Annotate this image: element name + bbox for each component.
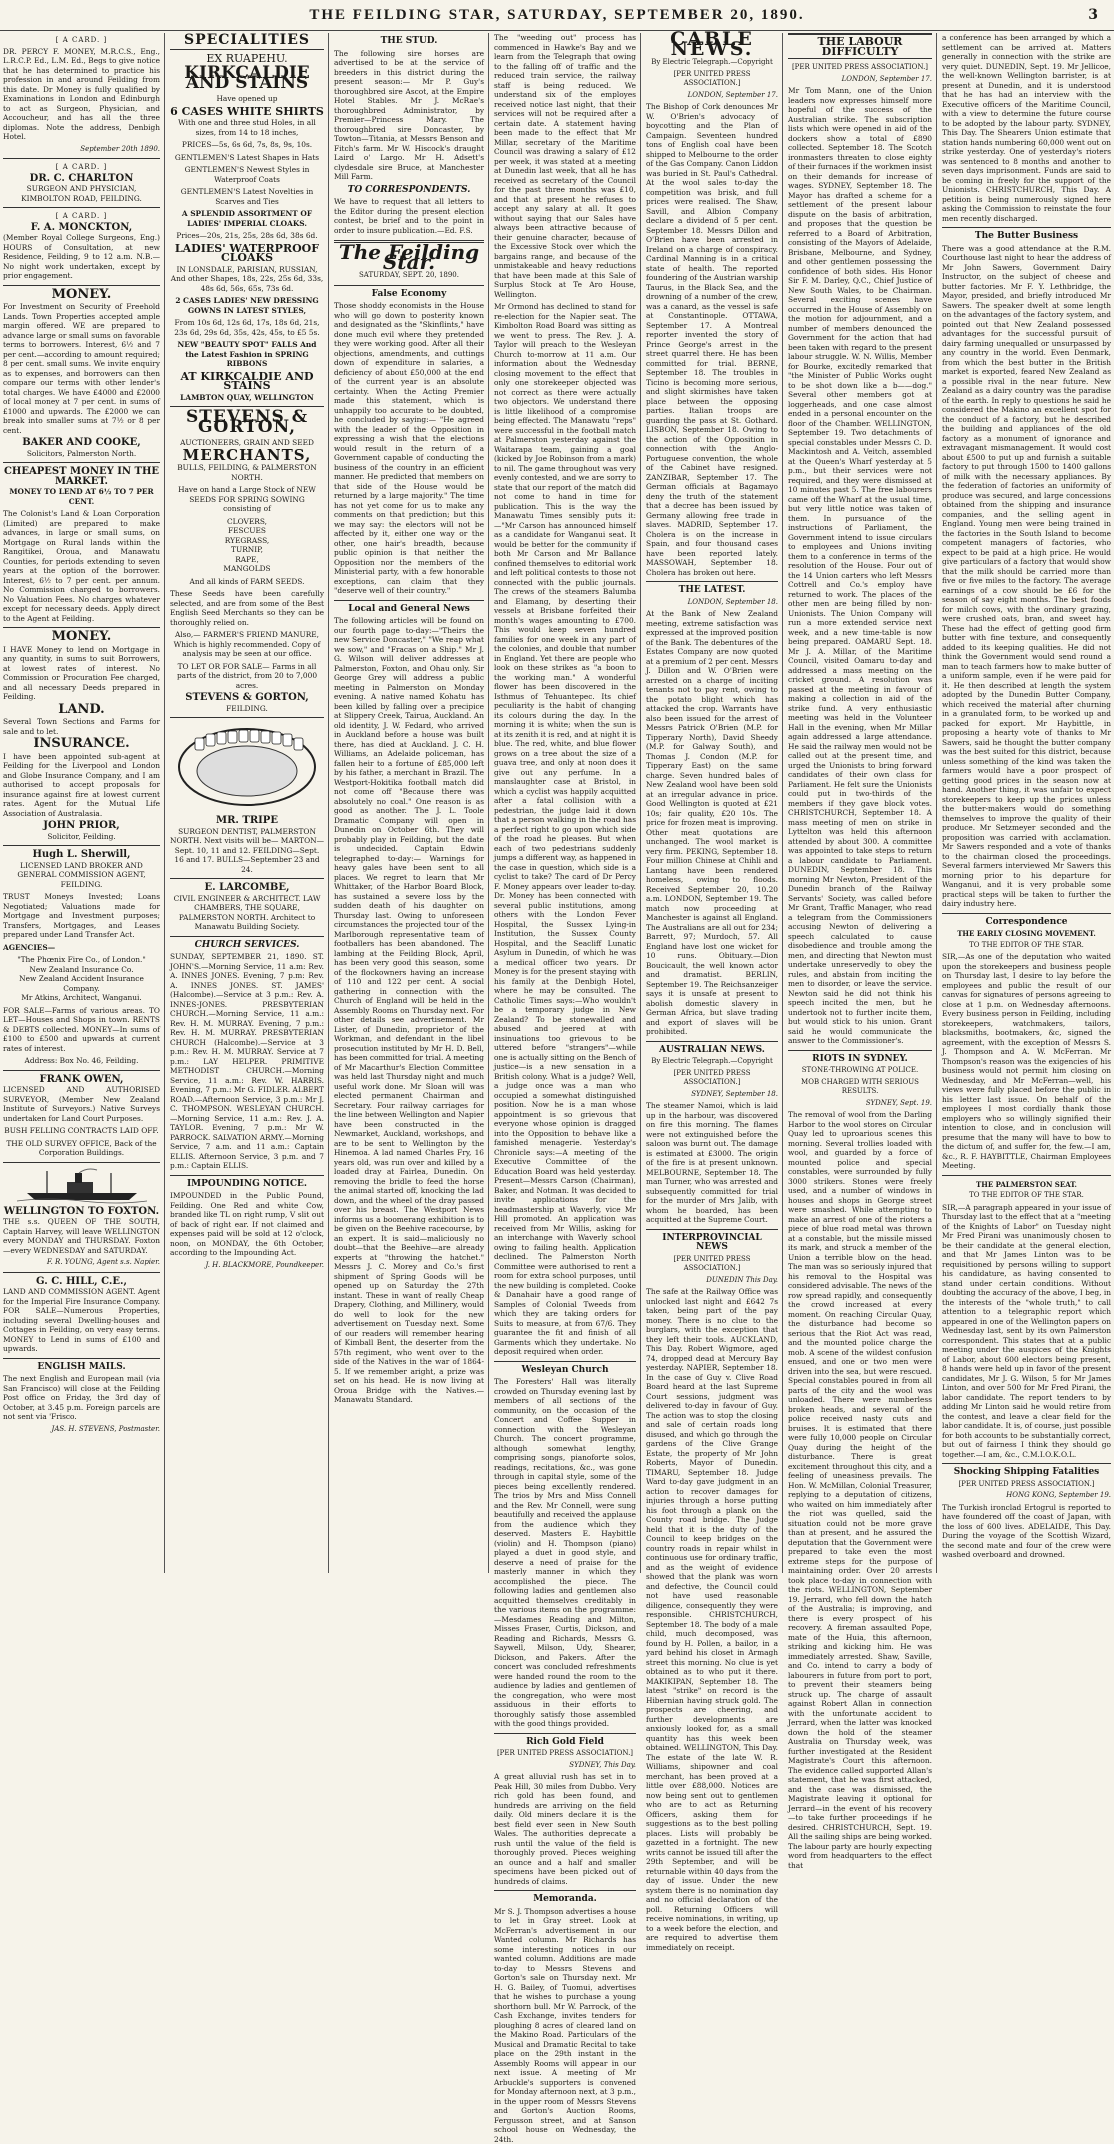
water-body: IN LONSDALE, PARISIAN, RUSSIAN, And other Shapes, 18s, 22s, 25s 6d, 33s, 48s 6d, 56s, 65s, 73s 6d. (170, 265, 324, 294)
australian-sub: [PER UNITED PRESS ASSOCIATION.] (646, 1069, 778, 1088)
stevens-footer-loc: FEILDING. (170, 704, 324, 714)
gold-field-date: SYDNEY, This Day. (494, 1761, 636, 1771)
kirk-opened: Have opened up (170, 94, 324, 104)
beauty-spot: NEW "BEAUTY SPOT" FALLS And the Latest Fashion in SPRING RIBBONS (170, 340, 324, 369)
shipping-body: The Turkish ironclad Ertogrul is reported to have foundered off the coast of Japan, with the loss of 600 lives. ADELAIDE, This Day. During the voyage of the Scottish Wizard, the second mate and four of the crew were washed overboard and drowned. (942, 1503, 1111, 1560)
gold-field-heading: Rich Gold Field (494, 1738, 636, 1748)
church-heading: CHURCH SERVICES. (170, 941, 324, 951)
cable-sub: [PER UNITED PRESS ASSOCIATION.] (646, 70, 778, 89)
ad-land-heading: LAND. (3, 705, 160, 715)
interprovincial-body: The safe at the Railway Office was unlocked last night and £642 7s taken, being part of the pay money. There is no clue to the burglars, with the exception that they left their tools. AUCKLAND, This Day. Robert Wigmore, aged 74, dropped dead at Mercury Bay yesterday. NAPIER, September 18. In the case of Guy v. Clive Road Board heard at the last Supreme Court sessions, judgment was delivered to-day in favour of Guy. The action was to stop the closing and sale of certain roads long disused, and which go through the gardens of the Clive Grange Estate, the property of Mr John Roberts, Mayor of Dunedin. TIMARU, September 18. Judge Ward to-day gave judgment in an action to recover damages for injuries through a horse putting his foot through a plank on the County road bridge. The Judge held that it is the duty of the Council to keep bridges on the country roads in repair whilst in continuous use for ordinary traffic, and as the weight of evidence showed that the plank was worn and defective, the Council could not have used reasonable diligence, consequently they were responsible. CHRISTCHURCH, September 18. The body of a male child, much decomposed, was found by H. Pollen, a bailor, in a yard behind his closet in Armagh street this morning. No clue is yet obtained as to who put it there. MAKIKIPAN, September 18. The latest "strike" on record is the Hibernian having struck gold. The prospects are cheering, and further developments are anxiously looked for, as a small quantity has this week been obtained. WELLINGTON, This Day. The estate of the late W. R. Williams, shipowner and coal merchant, has been proved at a little over £88,000. Notices are now being sent out to gentlemen who are to act as Returning Officers, asking them for suggestions as to the best polling places. Lists will probably be gazetted in a fortnight. The new writs cannot be issued till after the 29th September, and will be returnable within 40 days from the day of issue. Under the new system there is no nomination day and no official declaration of the poll. Returning Officers will receive nominations, in writing, up to a week before the election, and are required to advertise them immediately on receipt. (646, 1287, 778, 1952)
ad-foxton-head: WELLINGTON TO FOXTON. (3, 1207, 160, 1217)
butter-heading: The Butter Business (942, 232, 1111, 242)
gold-field-sub: [PER UNITED PRESS ASSOCIATION.] (494, 1749, 636, 1759)
mails-body: The next English and European mail (via San Francisco) will close at the Feilding Post office on Friday, the 3rd day of October, at 3.45 p.m. Foreign parcels are not sent via 'Frisco. (3, 1374, 160, 1422)
impound-signature: J. H. BLACKMORE, Poundkeeper. (170, 1261, 324, 1271)
riots-date: SYDNEY, Sept. 19. (788, 1099, 932, 1109)
gent-scarves: GENTLEMEN'S Latest Novelties in Scarves and Ties (170, 187, 324, 206)
palmerston-seat-body: SIR,—A paragraph appeared in your issue of Thursday last to the effect that at a "meeting of the Knights of Labor" on Tuesday night Mr Fred Pirani was unanimously chosen to be their candidate at the general election, and that Mr James Linton was to be requisitioned by persons willing to support his candidature, as having consented to stand under certain conditions. Without doubting the accuracy of the above, I beg, in the interests of the "whole truth," to call attention to a telegraphic report which appeared in one of the Wellington papers on Wednesday last, sent by its own Palmerston correspondent. This states that at a public meeting under the auspices of the Knights of Labor, about 600 electors being present, 8 hands were held up in favor of the present candidates, Mr J. G. Wilson, 5 for Mr James Linton, and over 500 for Mr Fred Pirani, the labor candidate. The report tenders to by adding Mr Linton said he would retire from the contest, and leave a clear field for the labor candidate. It is, of course, just possible for both accounts to be substantially correct, but out of fairness I think they should go together.—I am, &c., C.M.I.O.K.O.L. (942, 1203, 1111, 1460)
column-rule (328, 33, 329, 1573)
impound-body: IMPOUNDED in the Public Pound, Feilding. One Red and white Cow, branded like TL on right rump, V slit out of back of right ear. If not claimed and expenses paid will be sold at 12 o'clock, noon, on MONDAY, the 6th October, according to the Impounding Act. (170, 1191, 324, 1258)
ad-forsale-body: FOR SALE—Farms of various areas. TO LET—Houses and Shops in town. RENTS & DEBTS collected. MONEY—In sums of £100 to £500 and upwards at current rates of interest. (3, 1006, 160, 1054)
seeds-list (170, 517, 324, 574)
ad-sherwill-name: Hugh L. Sherwill, (3, 850, 160, 860)
labour-body: Mr Tom Mann, one of the Union leaders now expresses himself more hopeful of the success of the Australian strike. The subscription lists which were opened in aid of the dockers show a total of £890 collected. September 18. The Scotch ironmasters threaten to close eighty of their furnaces if the workmen insist on their demands for increase of wages. SYDNEY, September 18. The Mayor has drafted a scheme for a settlement of the present labour dispute on the basis of arbitration, and proposes that the question be referred to a Board of Arbitration, consisting of the Mayors of Adelaide, Brisbane, Melbourne, and Sydney, and other gentlemen possessing the confidence of both sides. His Honor Sir F. M. Darley, Q.C., Chief Justice of New South Wales, to be Chairman. Several exciting scenes have occurred in the House of Assembly on the motion for adjournment, and a number of members denounced the Government for the action that had been taken with regard to the present labour struggle. W. N. Willis, Member for Bourke, excitedly remarked that "the Minister of Public Works ought to be shot down like a b——dog." Several other members got at loggerheads, and one case almost ended in a personal encounter on the floor of the Chamber. WELLINGTON, September 19. Two detachments of special constables under Messrs C. D. Mackintosh and A. Veitch, assembled at the Queen's Wharf yesterday at 5 p.m., but their services were not required, and they were dismissed at 10 minutes past 5. The free labourers came off the Wharf at the usual time, but very little notice was taken of them. In pursuance of the instructions of Parliament, the Government intend to issue circulars to employees and Unions inviting them to a conference in terms of the resolution of the House. Four out of the 14 Union carters who left Messrs Cottrell and Co.'s employ have returned to work. The places of the other men are being filled by non-Unionists. The Union Company will run a more extended service next week, and a new time-table is now being prepared. OAMARU Sept. 18. Mr J. A. Millar, of the Maritime Council, visited Oamaru to-day and addressed a mass meeting on the cricket ground. A resolution was passed at the meeting in favour of making a collection in aid of the strike fund. A very enthusiastic meeting was held in the Volunteer Hall in the evening, when Mr Millar again addressed a large attendance. He said the railway men would not be called out at the present time, and urged the Unionists to bring forward candidates of their own class for Parliament. He felt sure the Unionists could put in two-thirds of the members if they gave block votes. CHRISTCHURCH, September 18. A mass meeting of men on strike in Lyttelton was held this afternoon attended by about 300. A committee was appointed to take steps to return a labour candidate to Parliament. DUNEDIN, September 18. This morning Mr Newton, President of the Dunedin branch of the Railway Servants' Society, was called before Mr Grant, Traffic Manager, who read a telegram from the Commissioners accusing Newton of delivering a speech calculated to cause disobedience and trouble among the men, and directing that Newton must undertake unreservedly to obey the rules, and abstain from inciting the men to disorder, or leave the service. Newton said he did not think his speech incited the men, but he undertook not to further incite them, but would stick to his union. Grant said he would communicate the answer to the Commissioner's. (788, 86, 932, 1046)
ad-owen-body: LICENSED AND AUTHORISED SURVEYOR, (Member New Zealand Institute of Surveyors.) Native Surveys undertaken for Land Court Purposes. (3, 1085, 160, 1123)
correspondence-heading: Correspondence (942, 918, 1111, 928)
list-item: MANGOLDS (170, 564, 324, 574)
kirk-footer: AT KIRKCALDIE AND STAINS (170, 372, 324, 391)
labour-date: LONDON, September 17. (788, 75, 932, 85)
early-closing-body: SIR,—As one of the deputation who waited upon the storekeepers and business people on Thursday last, I desire to lay before the employees and public the result of our canvas for signatures of persons agreeing to close at 1 p.m. on Wednesday afternoons. Every business person in Feilding, including storekeepers, watchmakers, tailors, blacksmiths, bootmakers, &c, signed the agreement, with the exception of Messrs S. J. Thompson and A. W. McFerran. Mr Thompson's reason was the exigencies of his business would not permit him closing on Wednesday, and Mr McFerran—well, his views were fully placed before the public in his letter last issue. On behalf of the employees I most cordially thank those employers who so willingly signified their intention to close, and in conclusion will presume that the many will have to bow to the dictum of, and suffer for, the few.—I am, &c., R. F. HAYBITTLE, Chairman Employees Meeting. (942, 952, 1111, 1171)
ad-charlton-name: DR. C. CHARLTON (3, 174, 160, 184)
ad-foxton-body: THE s.s. QUEEN OF THE SOUTH, Captain Harvey, will leave WELLINGTON every MONDAY and THURSDAY. Foxton—every WEDNESDAY and SATURDAY. (3, 1217, 160, 1255)
corr-heading: TO CORRESPONDENTS. (334, 186, 484, 196)
gent-water: GENTLEMEN'S Newest Styles in Waterproof Coats (170, 165, 324, 184)
seeds-end: And all kinds of FARM SEEDS. (170, 577, 324, 587)
cable-news-title: CABLE NEWS. (646, 35, 778, 54)
gowns-prices: From 10s 6d, 12s 6d, 17s, 18s 6d, 21s, 23s 6d, 29s 6d, 35s, 42s, 45s, to £5 5s. (170, 318, 324, 337)
list-item: Mr Atkins, Architect, Wanganui. (3, 993, 160, 1003)
local-news-body: The following articles will be found on our fourth page to-day:—"Theirs the new Service Doncaster," "We reap what we sow," and "Fracas on a Ship." Mr J. G. Wilson will deliver addresses at Palmerston, Foxton, and Ohau only. Sir George Grey will address a public meeting in Palmerston on Monday evening. A native named Kohatu has been killed by falling over a precipice at Slippery Creek, Tairua, Auckland. An old identity, J. W. Fedard, who arrived in Auckland before a house was built there, has died at Auckland. J. C. H. Williams, an Adelaide policeman, has fallen heir to a fortune of £85,000 left by his father, a merchant in Brazil. The Westport-Hokitika football match did not come off "Because there was absolutely no coal." One reason is as good as another. The J. L. Toole Dramatic Company will open in Dunedin on October 6th. They will probably play in Feilding, but the date is undecided. Captain Edwin telegraphed to-day:— Warnings for heavy gales have been sent to all places. We regret to learn that Mr Whittaker, of the Harbor Board Block, has sustained a severe loss by the sudden death of his daughter on Thursday last. Owing to unforeseen circumstances the projected tour of the Marlborough representative team of footballers has been abandoned. The lambing at the Feilding Block, April, has been very good this season, some of the flockowners having an increase of 110 and 122 per cent. A social gathering in connection with the Church of England will be held in the Assembly Rooms on Thursday next. For other details see advertisement. Mr Lister, of Dunedin, proprietor of the Workman, and defendant in the libel prosecution instituted by Mr H. D. Bell, has been committed for trial. A meeting of Mr Macarthur's Election Committee was held last Thursday night and much useful work done. Mr Sloan will was elected permanent Chairman and Secretary. Four railway carriages for the line between Wellington and Napier have been constructed in the Newmarket, Auckland, workshops, and are to be sent to Wellington by the Hinemoa. A lad named Charles Fry, 16 years old, was run over and killed by a loaded dray at Fairlea, Dunedin. On removing the bridle to feed the horse the animal started off, knocking the lad down, and the wheel of the dray passed over his breast. The Westport News informs us a boomerang exhibition is to be given on the Beehive racecourse, by an expert. It is said—maliciously no doubt—that the Beehive—are already experts at "throwing the hatchet." Messrs J. C. Morey and Co.'s first shipment of Spring Goods will be opened up on Saturday the 27th instant. These in want of really Cheap Drapery, Clothing, and Millinery, would do well to look for the new advertisement on Tuesday next. Some of our readers will remember hearing of Kimball Bent, the deserter from the 57th regiment, who went over to the side of the Natives in the war of 1864-5. If we remember aright, a prize was set on his head. He is now living at Oroua Bridge with the Natives.— Manawatu Standard. (334, 616, 484, 1405)
stud-heading: THE STUD. (334, 37, 484, 47)
steamship-icon (7, 1167, 157, 1203)
list-item: RAPE, (170, 555, 324, 565)
wesleyan-heading: Wesleyan Church (494, 1366, 636, 1376)
dental-plate-illustration (175, 724, 319, 810)
stevens-title: STEVENS & GORTON, (170, 413, 324, 432)
ad-date: September 20th 1890. (3, 145, 160, 155)
page-number: 3 (1088, 7, 1098, 23)
ad-insurance-body: I have been appointed sub-agent at Feilding for the Liverpool and London and Globe Insurance Company, and I am authorised to accept proposals for insurance against fire at lowest current rates. Agent for the Mutual Life Association of Australasia. (3, 752, 160, 819)
ad-prior-name: JOHN PRIOR, (3, 821, 160, 831)
early-closing-to: TO THE EDITOR OF THE STAR. (942, 941, 1111, 951)
gowns-head: 2 CASES LADIES' NEW DRESSING GOWNS IN LATEST STYLES, (170, 296, 324, 315)
riots-sub: STONE-THROWING AT POLICE. (788, 1066, 932, 1076)
ad-box-body: Address: Box No. 46, Feilding. (3, 1056, 160, 1066)
ad-bush-line: BUSH FELLING CONTRACTS LAID OFF. (3, 1126, 160, 1136)
shipping-sub: [PER UNITED PRESS ASSOCIATION.] (942, 1480, 1111, 1490)
column-5 (643, 33, 781, 1573)
col7-top-body: a conference has been arranged by which a settlement can be arrived at. Matters generally in connection with the strike are very quiet. DUNEDIN, Sept. 19. Mr Jellicoe, the well-known Wellington barrister, is at present at Dunedin, and it is understood that he has had an interview with the Executive officers of the Maritime Council, with a view to determine the future course to be adopted by the labour party. SYDNEY, This Day. The Shearers Union estimate that station hands numbering 60,000 went out on strike yesterday. One of yesterday's rioters was sentenced to 8 months and another to seven days imprisonment. Funds are said to be coming in freely for the support of the Unionists. CHRISTCHURCH, This Day. A petition is being numerously signed here asking the Commission to reinstate the four men recently discharged. (942, 33, 1111, 223)
butter-body: There was a good attendance at the R.M. Courthouse last night to hear the address of Mr John Sawers, Government Dairy Instructor, on the subject of cheese and butter factories. Mr F. Y. Lethbridge, the Mayor, presided, and briefly introduced Mr Sawers. The speaker dwelt at some length on the advantages of the factory system, and pointed out that New Zealand possessed advantages for the successful pursuit of dairy farming unequalled or unsurpassed by any country in the world. Even Denmark, from which the best butter in the British market is exported, feared New Zealand as a possible rival in the near future. New Zealand as a dairy country was the paradise of the earth. In reply to questions he said he considered the Makino an excellent spot for the conduct of a factory, but he described the building and appliances of the old factory as a monument of ignorance and extravagant mismanagement. It would cost about £500 to put up and furnish a suitable factory to put through 1500 to 1400 gallons of milk with the necessary appliances. By the federation of factories an uniformity of produce was secured, and large concessions obtained from the shipping and insurance companies, and the selling agent in England. Young men were being trained in the factories in the South Island to become competent managers of factories, who expect to be paid at a high price. He would give particulars of a factory that would show that the milk should be carried more than five or five miles to the factory. The average earnings of a cow should be £6 for the season of say eight months. The best foods for milch cows, with the ordinary grazing, were crushed oats, bran, and sweet hay. These had the effect of getting good firm butter with fine texture, and consequently added to its keeping qualities. He did not think the Government would send round a man to teach farmers how to make butter of a uniform sample, even if he were paid for it. He then described at length the system adopted by the Dunedin Butter Company, which received the material after churning in a granulated form, to be worked up and packed for export. Mr Haybittle, in proposing a hearty vote of thanks to Mr Sawers, said he thought the butter company was the best suited for this district, because unless something of the kind was taken the farmers would have a poor prospect of getting good prices in the season now at hand. Another thing, it was unfair to expect storekeepers to keep up the prices unless the butter-makers would do something themselves to improve the quality of their produce. Mr Setzmeyer seconded and the proposition was carried with acclamation. Mr Sawers responded and a vote of thanks to the chairman closed the proceedings. Several farmers interviewed Mr Sawers this morning prior to his departure for Wanganui, and it is very probable some practical steps will be taken to further the dairy industry here. (942, 244, 1111, 909)
paper-title: The Feilding Star. (334, 248, 484, 267)
list-item: New Zealand Accident Insurance Company. (3, 974, 160, 993)
ad-money-heading: MONEY. (3, 290, 160, 300)
interprovincial-heading: INTERPROVINCIAL NEWS (646, 1234, 778, 1253)
shipping-date: HONG KONG, September 19. (942, 1491, 1111, 1501)
specialities-title: SPECIALITIES (170, 33, 324, 50)
ad-dr-money: DR. PERCY F. MONEY, M.R.C.S., Eng., L.R.C.P. Ed., L.M. Ed., Begs to give notice that he has determined to practice his profession in and around Feilding from this date. Dr Money is fully qualified by Examinations in London and Edinburgh to act as Surgeon, Physician, and Accoucheur, and has all the three diplomas. Note the address, Denbigh Hotel. (3, 47, 160, 142)
ad-cheapest-head: CHEAPEST MONEY IN THE MARKET. (3, 467, 160, 486)
gold-field-body: A great alluvial rush has set in to Peak Hill, 30 miles from Dubbo. Very rich gold has been found, and hundreds are arriving on the field daily. Old miners declare it is the best field ever seen in New South Wales. The authorities deprecate a rush until the value of the field is thoroughly proved. Pieces weighing an ounce and a half and smaller specimens have been picked out of hundreds of claims. (494, 1772, 636, 1886)
tripe-body: SURGEON DENTIST, PALMERSTON NORTH. Next visits will be— MARTON—Sept. 10, 11 and 12. FEILDING—Sept. 16 and 17. BULLS—September 23 and 24. (170, 827, 324, 875)
ad-hill-name: G. C. HILL, C.E., (3, 1277, 160, 1287)
list-item: FESCUES (170, 526, 324, 536)
australian-by: By Electric Telegraph.—Copyright (646, 1057, 778, 1067)
agencies-list (3, 955, 160, 1003)
riots-body: The removal of wool from the Darling Harbor to the wool stores on Circular Quay led to uproarious scenes this morning. Several trollies loaded with wool, and guarded by a force of mounted police and special constables, were surrounded by fully 3000 strikers. Stones were freely used, and a number of windows in houses and shops in George street were smashed. While attempting to make an arrest of one of the rioters a piece of blue road metal was thrown at a constable, but the missile missed its mark, and struck a member of the Union a terrible blow on the head. The man was so seriously injured that his removal to the Hospital was considered advisable. The news of the row spread rapidly, and consequently the crowd increased at every moment. On reaching Circular Quay, the disturbance had become so serious that the Riot Act was read, and the mounted police charge the mob. A scene of the wildest confusion ensued, and one or two men were driven into the sea, but were rescued. Special constables poured in from all parts of the city and the wool was unloaded. There were numberless broken heads, and several of the police received nasty cuts and bruises. It is estimated that there were fully 10,000 people on Circular Quay during the height of the disturbance. There is great excitement throughout this city, and a feeling of uneasiness prevails. The Hon. W. McMillan, Colonial Treasurer, replying to a deputation of citizens, who waited on him immediately after the riot was quelled, said the situation could not be more grave than at present, and he assured the deputation that the Government were prepared to take even the most extreme steps for the purpose of maintaining order. Over 20 arrests took place to-day in connection with the riots. WELLINGTON, September 19. Jerrard, who fell down the hatch of the Australia; is improving, and there is every prospect of his recovery. A fireman assaulted Pope, mate of the Huia, this afternoon, striking and kicking him. He was immediately arrested. Shaw, Saville, and Co. intend to carry a body of labourers in future from port to port, to prevent their steamers being struck up. The charge of assault against Robert Allan in connection with the unfortunate accident to Jerrard, when the latter was knocked down the hold of the steamer Australia on Thursday week, was further investigated at the Resident Magistrate's Court this afternoon. The evidence called supported Allan's statement, that he was first attacked, and the case was dismissed, the Magistrate leaving it optional for Jerrard—in the event of his recovery—to take further proceedings if he desired. CHRISTCHURCH, Sept. 19. All the sailing ships are being worked. The labour party are hourly expecting word from headquarters to the effect that (788, 1110, 932, 1870)
list-item: TURNIP, (170, 545, 324, 555)
latest-heading: THE LATEST. (646, 586, 778, 596)
prices-2: Prices—20s, 21s, 25s, 28s 6d, 38s 6d. (170, 231, 324, 241)
local-news-heading: Local and General News (334, 605, 484, 615)
false-economy-body: Those shoddy economists in the House who will go down to posterity known and designated as the "Skinflints," have done much evil where they pretended they were working good. After all their objections, amendments, and cuttings down of expenditure in salaries, a deficiency of about £50,000 at the end of the current year is an absolute certainty. When the Acting Premier made this statement, which is unhappily too accurate to be doubted, he concluded by saying:— "He agreed with the leader of the Opposition in expressing a wish that the elections would result in the return of a Government capable of conducting the business of the country in an efficient manner. He predicted that members on that side of the House would be returned by a large majority." The time has not yet come for us to make any comments on that prediction; but this we may say: the electors will not be affected by it, either one way or the other, one hair's breadth, because public opinion is that neither the Opposition nor the members of the Ministerial party, with a few honorable exceptions, can claim that they "deserve well of their country." (334, 301, 484, 596)
corr-body: We have to request that all letters to the Editor during the present election contest, be brief and to the point in order to insure publication.—Ed. F.S. (334, 197, 484, 235)
column-4 (491, 33, 639, 1573)
column-7 (939, 33, 1114, 1573)
riots-heading: RIOTS IN SYDNEY. (788, 1055, 932, 1065)
card-label: [ A CARD. ] (3, 163, 160, 173)
interprovincial-date: DUNEDIN This Day. (646, 1276, 778, 1286)
col4-body-2: Mr Ormond has declined to stand for re-election for the Napier seat. The Kimbolton Road Board was sitting as we went to press. The Rev. J. A. Taylor will preach to the Wesleyan Church to-morrow at 11 a.m. Our information about the Wednesday closing movement to the effect that only one storekeeper objected was not correct as there were actually two objectors. We understand there is little likelihood of a compromise being effected. The Manawatu "reps" were successful in the football match at Palmerston yesterday against the Waitarapa team, gaining a goal (kicked by Joe Robinson from a mark) to nil. The game throughout was very evenly contested, and we are sorry to state that our report of the match did not come to hand in time for publication. This is the way the Manawatu Times sensibly puts it:—"Mr Carson has announced himself as a candidate for Wanganui seat. It would be better for the community if both Mr Carson and Mr Ballance confined themselves to editorial work and left political contests to those not connected with the public journals. The crews of the steamers Balumba and Elamang, by deserting their vessels at Brisbane forfeited their month's wages amounting to £700. This would keep seven hundred families for one week in any part of the colonies, and double that number in England. Yet there are people who look on these strikes as "a boon to the working man." A wonderful flower has been discovered in the Isthmus of Tehuantepec. Its chief peculiarity is the habit of changing its colours during the day. In the morning it is white; when the sun is at its zenith it is red, and at night it is blue. The red, white, and blue flower grows on a tree about the size of a guava tree, and only at noon does it give out any perfume. In a manslaughter case at Bristol, in which a cyclist was happily acquitted after a fatal collision with a pedestrian, the judge laid it down that a person walking in the road has a perfect right to go upon which side of the road he pleases. But when each of two pedestrians suddenly jumps a different way, as happened in the case in question, which side is a cyclist to take? The card of Dr Percy F. Money appears over leader to-day. Dr. Money has been connected with several public institutions, among others with the London Fever Hospital, the Sussex Lying-in Institution, the Sussex County Hospital, and the Seacliff Lunatic Asylum in Dunedin, of which he was a medical officer two years. Dr Money is for the present staying with his family at the Denbigh Hotel, where he may be consulted. The Catholic Times says:—Who wouldn't be a temporary judge in New Zealand? To be stonewalled and abused and jeered at with insinuations too grievous to be uttered before "strangers"—while one is actually sitting on the Bench of justice—is a new sensation in a British colony. What is a judge? Well, a judge once was a man who occupied a somewhat distinguished position. Now he is a man whose appointment is so grievous that everyone whose opinion is dragged into the Opposition to behave like a famished menagerie. Yesterday's Chronicle says:—A meeting of the Executive Committee of the Education Board was held yesterday. Present—Messrs Carson (Chairman), Baker, and Notman. It was decided to invite applications for the headmastership at Waverly, vice Mr Hill promoted. An application was received from Mr Willis, asking for an interchange with Waverly school owing to failing health. Application declined. The Palmerston North Committee were authorised to rent a room for extra school purposes, until the new building is completed. Cooke & Danahair have a good range of Samples of Colonial Tweeds from which they are taking orders for Suits to measure, at from 67/6. They guarantee the fit and finish of all Garments which they undertake. No deposit required when order. (494, 302, 636, 1357)
masthead (0, 0, 1114, 31)
riots-sub-2: MOB CHARGED WITH SERIOUS RESULTS. (788, 1078, 932, 1097)
ad-charlton-body: SURGEON AND PHYSICIAN, KIMBOLTON ROAD, FEILDING. (3, 184, 160, 203)
shirts-body: With one and three stud Holes, in all sizes, from 14 to 18 inches, (170, 118, 324, 137)
australian-date: SYDNEY, September 18. (646, 1090, 778, 1100)
early-closing-heading: THE EARLY CLOSING MOVEMENT. (942, 929, 1111, 939)
column-2 (167, 33, 327, 1573)
ad-foxton-agent: F. R. YOUNG, Agent s.s. Napier. (3, 1258, 160, 1268)
column-rule (488, 33, 489, 1573)
white-shirts: 6 CASES WHITE SHIRTS (170, 107, 324, 117)
ad-agencies-head: AGENCIES— (3, 943, 160, 953)
church-body: SUNDAY, SEPTEMBER 21, 1890. ST. JOHN'S.—Morning Service, 11 a.m: Rev. A. INNES JONES. Evening, 7 p.m: Rev. A. INNES JONES. ST. JAMES' (Halcombe).—Service at 3 p.m.: Rev. A. INNES-JONES. PRESBYTERIAN CHURCH.—Morning Service, 11 a.m.: Rev. H. M. MURRAY. Evening, 7 p.m.: Rev. H. M. MURRAY. PRESBYTERIAN CHURCH (Halcombe).—Service at 3 p.m.: Rev. H. M. MURRAY. Service at 7 p.m.: LAY HELPER. PRIMITIVE METHODIST CHURCH.—Morning Service, 11 a.m.: Rev. W. HARRIS. Evening, 7 p.m.: Mr G. FIDLER. ALBERT ROAD.—Afternoon Service, 3 p.m.: Mr J. C. THOMPSON. WESLEYAN CHURCH.—Morning Service, 11 a.m.: Rev. J. A. TAYLOR. Evening, 7 p.m.: Mr W. PARROCK. SALVATION ARMY.—Morning Service, 7 a.m. and 11 a.m.: Captain ELLIS. Afternoon Service, 3 p.m. and 7 p.m.: Captain ELLIS. (170, 952, 324, 1171)
ad-money2-heading: MONEY. (3, 632, 160, 642)
ad-cheapest-sub: MONEY TO LEND AT 6½ TO 7 PER CENT. (3, 487, 160, 506)
column-1 (0, 33, 163, 1573)
paper-date: SATURDAY, SEPT. 20, 1890. (334, 271, 484, 281)
ad-hill-body: LAND AND COMMISSION AGENT. Agent for the Imperial Fire Insurance Company. FOR SALE—Numerous Properties, including several Dwelling-houses and Cottages in Feilding, on very easy terms. MONEY to Lend in sums of £100 and upwards. (3, 1287, 160, 1354)
gent-shapes: GENTLEMEN'S Latest Shapes in Hats (170, 153, 324, 163)
stevens-footer: STEVENS & GORTON, (170, 693, 324, 703)
auctioneers: AUCTIONEERS, GRAIN AND SEED (170, 438, 324, 448)
specialities-sub: EX RUAPEHU. (170, 54, 324, 64)
ladies-water: LADIES' WATERPROOF CLOAKS (170, 244, 324, 263)
to-let: TO LET OR FOR SALE— Farms in all parts of the district, from 20 to 7,000 acres. (170, 662, 324, 691)
stud-body: The following sire horses are advertised to be at the service of breeders in this district during the present season:— Mr P. Guy's thoroughbred sire Ascot, at the Empire Hotel Stables. Mr J. McRae's thoroughbred Administrator, by Premier—Princess Mary. The thoroughbred sire Doncaster, by Towton—Titania, at Messrs Benson and Fitch's farm. Mr W. Hiscock's draught Laird o' Largo. Mr H. Adsett's clydesdale sire Bruce, at Manchester Mill Farm. (334, 49, 484, 182)
bulls-feilding: BULLS, FEILDING, & PALMERSTON NORTH. (170, 463, 324, 482)
column-rule (164, 33, 165, 1573)
ad-monckton-body: (Member Royal College Surgeons, Eng.) HOURS of Consultation, at new Residence, Feilding, 9 to 12 a.m. N.B.—No night work undertaken, except by prior engagement. (3, 233, 160, 281)
impound-heading: IMPOUNDING NOTICE. (170, 1180, 324, 1190)
latest-body: At the Bank of New Zealand meeting, extreme satisfaction was expressed at the improved position of the Bank. The debentures of the Estates Company are now quoted at a premium of 2 per cent. Messrs J. Dillon and W. O'Brien were arrested on a charge of inciting tenants not to pay rent, owing to the potato blight which has attacked the crop. Warrants have also been issued for the arrest of Messrs Patrick O'Brien (M.P. for Tipperary North), David Sheedy (M.P. for Galway South), and Thomas J. Condon (M.P. for Tipperary East) on the same charge. Seven hundred bales of New Zealand wool have been sold at an irregular advance in price. Good Wellington is quoted at £21 10s; fair quality, £20 10s. The price for frozen meat is improving. Other meat quotations are unchanged. The wool market is very firm. PEKING, September 18. Four million Chinese at Chihli and Lantang have been rendered homeless, owing to floods. Received September 20, 10.20 a.m. LONDON, September 19. The match now proceeding at Manchester is against all England. The Australians are all out for 234; Barrett, 97; Murdoch, 57. All England have lost one wicket for 10 runs. Obituary.—Dion Boucicault, the well known actor and dramatist. BERLIN, September 19. The Reichsanzeiger says it is unsafe at present to abolish domestic slavery in German Africa, but slave trading and export of slaves will be prohibited. (646, 609, 778, 1037)
list-item: "The Phœnix Fire Co., of London." (3, 955, 160, 965)
cable-date: LONDON, September 17. (646, 91, 778, 101)
tripe-name: MR. TRIPE (170, 816, 324, 826)
column-rule (640, 33, 641, 1573)
latest-date: LONDON, September 18. (646, 598, 778, 608)
ad-money2-body: I HAVE Money to lend on Mortgage in any quantity, in sums to suit Borrowers, at lowest rates of interest. No Commission or Procuration Fee charged, and all necessary Deeds prepared in Feilding. (3, 645, 160, 702)
mails-signature: JAS. H. STEVENS, Postmaster. (3, 1425, 160, 1435)
ad-baker-name: BAKER AND COOKE, (3, 438, 160, 448)
interprovincial-sub: [PER UNITED PRESS ASSOCIATION.] (646, 1255, 778, 1274)
ad-prior-body: Solicitor, Feilding. (3, 832, 160, 842)
labour-title: THE LABOUR DIFFICULTY (788, 33, 932, 59)
palmerston-seat-heading: THE PALMERSTON SEAT. (942, 1180, 1111, 1190)
list-item: CLOVERS, (170, 517, 324, 527)
lambton: LAMBTON QUAY, WELLINGTON (170, 393, 324, 403)
palmerston-seat-to: TO THE EDITOR OF THE STAR. (942, 1191, 1111, 1201)
col4-body-1: The "weeding out" process has commenced in Hawke's Bay and we learn from the Telegraph that owing to the falling off of traffic and the reduced train service, the railway staff is being reduced. We understand six of the employes received notice last night, that their services will not be required after a certain date. A statement having been made to the effect that Mr Millar, secretary of the Maritime Council was drawing a salary of £12 per week, it was stated at a meeting at Dunedin last week, that all he has received as secretary of the Council for the past three months was £10, and that at present he refuses to accept any salary at all. It goes without saying that our Sales have always been attractive because of their genuine character, because of the Excessive Stock over which the bargains range, and because of the unmistakeable and heavy reductions that have been made at this Sale of Surplus Stock at Te Aro House, Wellington. (494, 33, 636, 299)
masthead-title: THE FEILDING STAR, SATURDAY, SEPTEMBER 20, 1890. (309, 7, 804, 23)
labour-sub: [PER UNITED PRESS ASSOCIATION.] (788, 63, 932, 73)
ad-owen-name: FRANK OWEN, (3, 1075, 160, 1085)
wesleyan-body: The Foresters' Hall was literally crowded on Thursday evening last by members of all sections of the community, on the occasion of the Concert and Coffee Supper in connection with the Wesleyan Church. The concert programme, although somewhat lengthy, comprising songs, pianoforte solos, readings, recitations, &c., was gone through in capital style, some of the pieces being excellently rendered. The trios by Mrs and Miss Connell and the Rev. Mr Connell, were sung beautifully and received the applause from the audience which they deserved. Masters E. Haybittle (violin) and H. Thompson (piano) played a duet in good style, and deserve a need of praise for the masterly manner in which they accomplished the piece. The following ladies and gentlemen also acquitted themselves creditably in the various items on the programme:—Mesdames Reading and Milton, Misses Fraser, Curtis, Dickson, and Reading and Richards, Messrs G. Saywell, Milson, Udy, Shearer, Dickson, and Pakers. After the concert was concluded refreshments were handed round the room to the audience by ladies and gentlemen of the congregation, who were most assiduous in their efforts to thoroughly satisfy those assembled with the good things provided. (494, 1377, 636, 1729)
card-label: [ A CARD. ] (3, 36, 160, 46)
ad-money-body: For Investment on Security of Freehold Lands. Town Properties accepted ample margin offered. WE are prepared to advance large or small sums on favorable terms to borrowers. Interest, 6½ and 7 per cent.—according to amount required; 8 per cent. small sums. We invite enquiry as to expenses, and borrowers can then compare our terms with other lender's total charges. We have £4000 and £2000 of local money at 7 per cent. in sums of £1000 and upwards. The £2000 we can break into smaller sums at 7½ or 8 per cent. (3, 302, 160, 435)
ad-insurance-heading: INSURANCE. (3, 739, 160, 749)
larcombe-body: CIVIL ENGINEER & ARCHITECT. LAW CHAMBERS, THE SQUARE, PALMERSTON NORTH. Architect to Manawatu Building Society. (170, 894, 324, 932)
seeds-intro: Have on hand a Large Stock of NEW SEEDS FOR SPRING SOWING consisting of (170, 485, 324, 514)
australian-body: The steamer Namoi, which is laid up in the harbour, was discovered on fire this morning. The flames were not extinguished before the saloon was burnt out. The damage is estimated at £3000. The origin of the fire is at present unknown. MELBOURNE, September 18. The man Turner, who was arrested and subsequently committed for trial for the murder of Mrs Jalib, with whom he boarded, has been acquitted at the Supreme Court. (646, 1101, 778, 1225)
memoranda-body: Mr S. J. Thompson advertises a house to let in Gray street. Look at McFerran's advertisement in our Wanted column. Mr Richards has some interesting notices in our wanted column. Additions are made to-day to Messrs Stevens and Gorton's sale on Thursday next. Mr H. G. Bailey, of Tuomui, advertises that he wishes to purchase a young shorthorn bull. Mr W. Parrock, of the Cash Exchange, invites tenders for ploughing 8 acres of cleared land on the Makino Road. Particulars of the Musical and Dramatic Recital to take place on the 29th instant in the Assembly Rooms will appear in our next issue. A meeting of Mr Arbuckle's supporters is convened for Monday afternoon next, at 3 p.m., in the upper room of Messrs Stevens and Gorton's Auction Rooms, Fergusson street, and at Sanson school house on Wednesday, the 24th. (494, 1907, 636, 2144)
merchants: MERCHANTS, (170, 451, 324, 461)
ad-trust-body: TRUST Moneys Invested; Loans Negotiated; Valuations made for Mortgage and Investment purposes; Transfers, Mortgages, and Leases prepared under Land Transfer Act. (3, 892, 160, 940)
kirkcaldie-title: KIRKCALDIE AND STAINS (170, 69, 324, 88)
shipping-heading: Shocking Shipping Fatalities (942, 1468, 1111, 1478)
card-label: [ A CARD. ] (3, 212, 160, 222)
australian-heading: AUSTRALIAN NEWS. (646, 1046, 778, 1056)
larcombe-name: E. LARCOMBE, (170, 883, 324, 893)
column-rule (936, 33, 937, 1573)
column-6 (785, 33, 935, 1573)
ad-sherwill-body: LICENSED LAND BROKER AND GENERAL COMMISSION AGENT, FEILDING. (3, 861, 160, 890)
column-rule (782, 33, 783, 1573)
cable-by: By Electric Telegraph.—Copyright (646, 58, 778, 68)
cloaks-head: A SPLENDID ASSORTMENT OF LADIES' IMPERIAL CLOAKS. (170, 209, 324, 228)
cable-body: The Bishop of Cork denounces Mr W. O'Brien's advocacy of boycotting and the Plan of Campaign. Seventeen hundred tons of English coal have been shipped to Melbourne to the order of the Gas Company. Canon Liddon was buried in St. Paul's Cathedral. At the wool sales to-day the competition was brisk, and full prices were realised. The Shaw, Savill, and Albion Company declare a dividend of 5 per cent. September 18. Messrs Dillon and O'Brien have been arrested in Ireland on a charge of conspiracy. Cardinal Manning is in a critical state of health. The reported foundering of the Austrian warship Taurus, in the Black Sea, and the drowning of a number of the crew, was a canard, as the vessel is safe at Constantinople. OTTAWA, September 17. A Montreal reporter invented the story of Prince George's arrest in the street quarrel there. He has been committed for trial. BERNE, September 18. The troubles in Ticino is becoming more serious, and slight skirmishes have taken place between the opposing parties. Italian troops are guarding the pass at St. Gothard. LISBON, September 18. Owing to the action of the Opposition in connection with the Anglo-Portuguese convention, the whole of the Cabinet have resigned. ZANZIBAR, September 17. The German officials at Bagamayo deny the truth of the statement that a decree has been issued by Germany allowing free trade in slaves. MADRID, September 17. Cholera is on the increase in Spain, and four thousand cases have been reported lately. MASSOWAH, September 18. Cholera has broken out here. (646, 102, 778, 577)
false-economy-heading: False Economy (334, 290, 484, 300)
ad-cheapest-body: The Colonist's Land & Loan Corporation (Limited) are prepared to make advances, in large or small sums, on Mortgage on Rural lands within the Rangitikei, Oroua, and Manawatu Counties, for periods extending to seven years at the option of the borrower. Interest, 6½ to 7 per cent. per annum. No Commission charged to borrowers. No Valuation Fees. No charges whatever except for necessary deeds. Apply direct to the Agent at Feilding. (3, 509, 160, 623)
prices-1: PRICES—5s, 6s 6d, 7s, 8s, 9s, 10s. (170, 140, 324, 150)
memoranda-heading: Memoranda. (494, 1895, 636, 1905)
ad-land-body: Several Town Sections and Farms for sale and to let. (3, 717, 160, 736)
column-3 (331, 33, 487, 1573)
list-item: New Zealand Insurance Co. (3, 965, 160, 975)
list-item: RYEGRASS, (170, 536, 324, 546)
ad-monckton-name: F. A. MONCKTON, (3, 223, 160, 233)
mails-heading: ENGLISH MAILS. (3, 1363, 160, 1373)
farmers-friend: Also,— FARMER'S FRIEND MANURE, Which is highly recommended. Copy of analysis may be seen at our office. (170, 630, 324, 659)
ad-baker-body: Solicitors, Palmerston North. (3, 449, 160, 459)
ad-office-line: THE OLD SURVEY OFFICE, Back of the Corporation Buildings. (3, 1139, 160, 1158)
seeds-note: These Seeds have been carefully selected, and are from some of the Best English Seed Merchants so they can be thoroughly relied on. (170, 589, 324, 627)
